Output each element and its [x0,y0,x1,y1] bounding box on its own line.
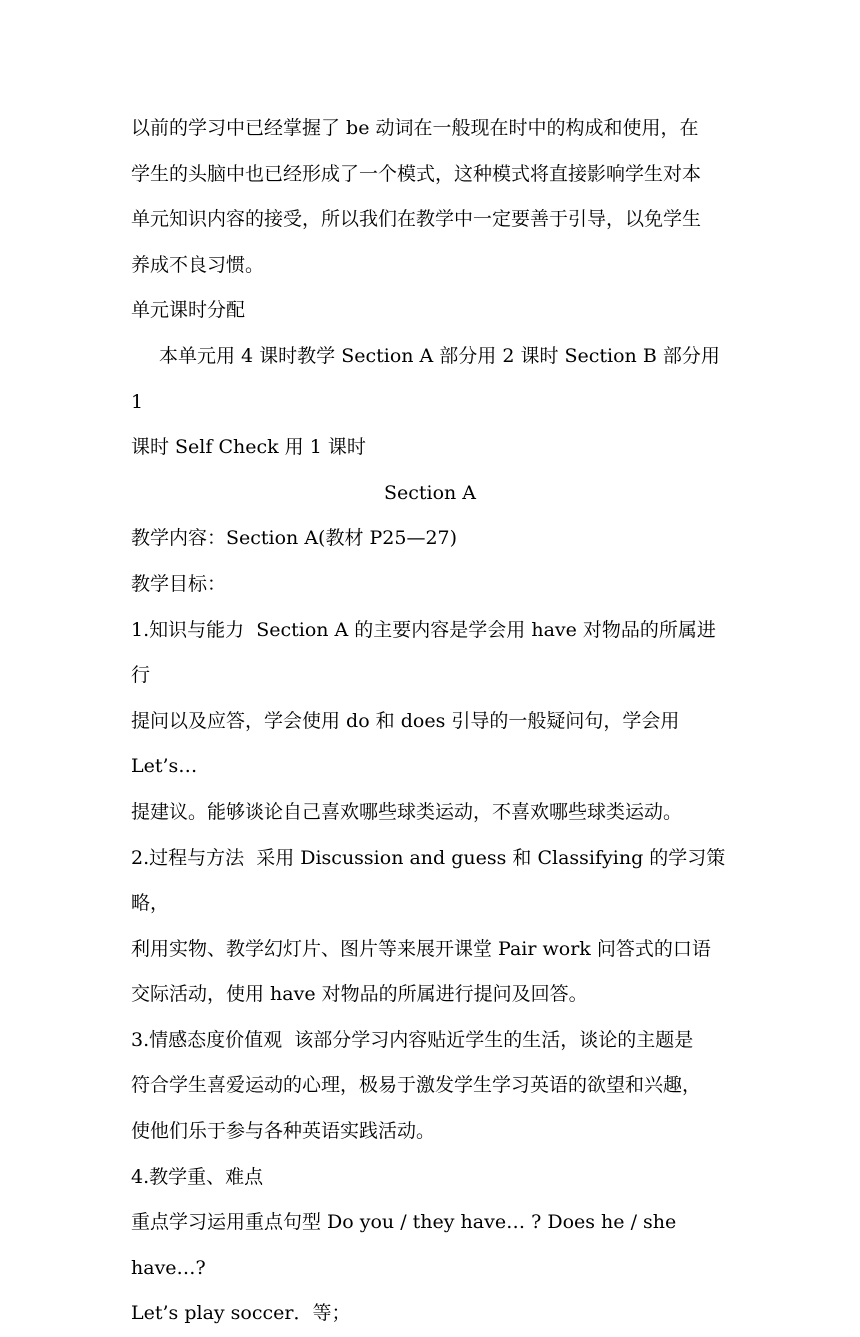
paragraph-line: 利用实物、教学幻灯片、图片等来展开课堂 Pair work 问答式的口语 [131,937,711,960]
paragraph-line: 养成不良习惯。 [131,253,265,276]
paragraph-line: 学生的头脑中也已经形成了一个模式，这种模式将直接影响学生对本 [131,162,702,185]
paragraph-line: Let’s play soccer．等； [131,1302,351,1325]
paragraph-line: 使他们乐于参与各种英语实践活动。 [131,1120,436,1143]
paragraph-line: 重点学习运用重点句型 Do you / they have… ? Does he / she have…? [131,1211,683,1279]
paragraph-line: 教学目标： [131,572,227,595]
paragraph-line: 符合学生喜爱运动的心理，极易于激发学生学习英语的欲望和兴趣， [131,1074,702,1097]
paragraph-line: 教学内容：Section A(教材 P25—27) [131,527,458,550]
paragraph-line: 提问以及应答，学会使用 do 和 does 引导的一般疑问句，学会用 Let’s… [131,709,686,778]
paragraph-line: 课时 Self Check 用 1 课时 [131,436,366,459]
paragraph-line: 2.过程与方法 采用 Discussion and guess 和 Classifying 的学习策略， [131,846,726,915]
paragraph-line: 4.教学重、难点 [131,1165,264,1188]
paragraph-line: 单元知识内容的接受，所以我们在教学中一定要善于引导，以免学生 [131,208,702,231]
paragraph-line: 以前的学习中已经掌握了 be 动词在一般现在时中的构成和使用，在 [131,117,699,139]
paragraph-line: 本单元用 4 课时教学 Section A 部分用 2 课时 Section B 部分用 1 [131,344,726,413]
paragraph-line: 3.情感态度价值观 该部分学习内容贴近学生的生活，谈论的主题是 [131,1028,694,1051]
paragraph-line: 1.知识与能力 Section A 的主要内容是学会用 have 对物品的所属进行 [131,618,716,687]
document-body [131,106,729,1337]
section-heading: 单元课时分配 [131,299,246,322]
paragraph-line: 交际活动，使用 have 对物品的所属进行提问及回答。 [131,983,588,1006]
paragraph-line: 提建议。能够谈论自己喜欢哪些球类运动，不喜欢哪些球类运动。 [131,800,683,823]
section-title: Section A [383,481,477,504]
